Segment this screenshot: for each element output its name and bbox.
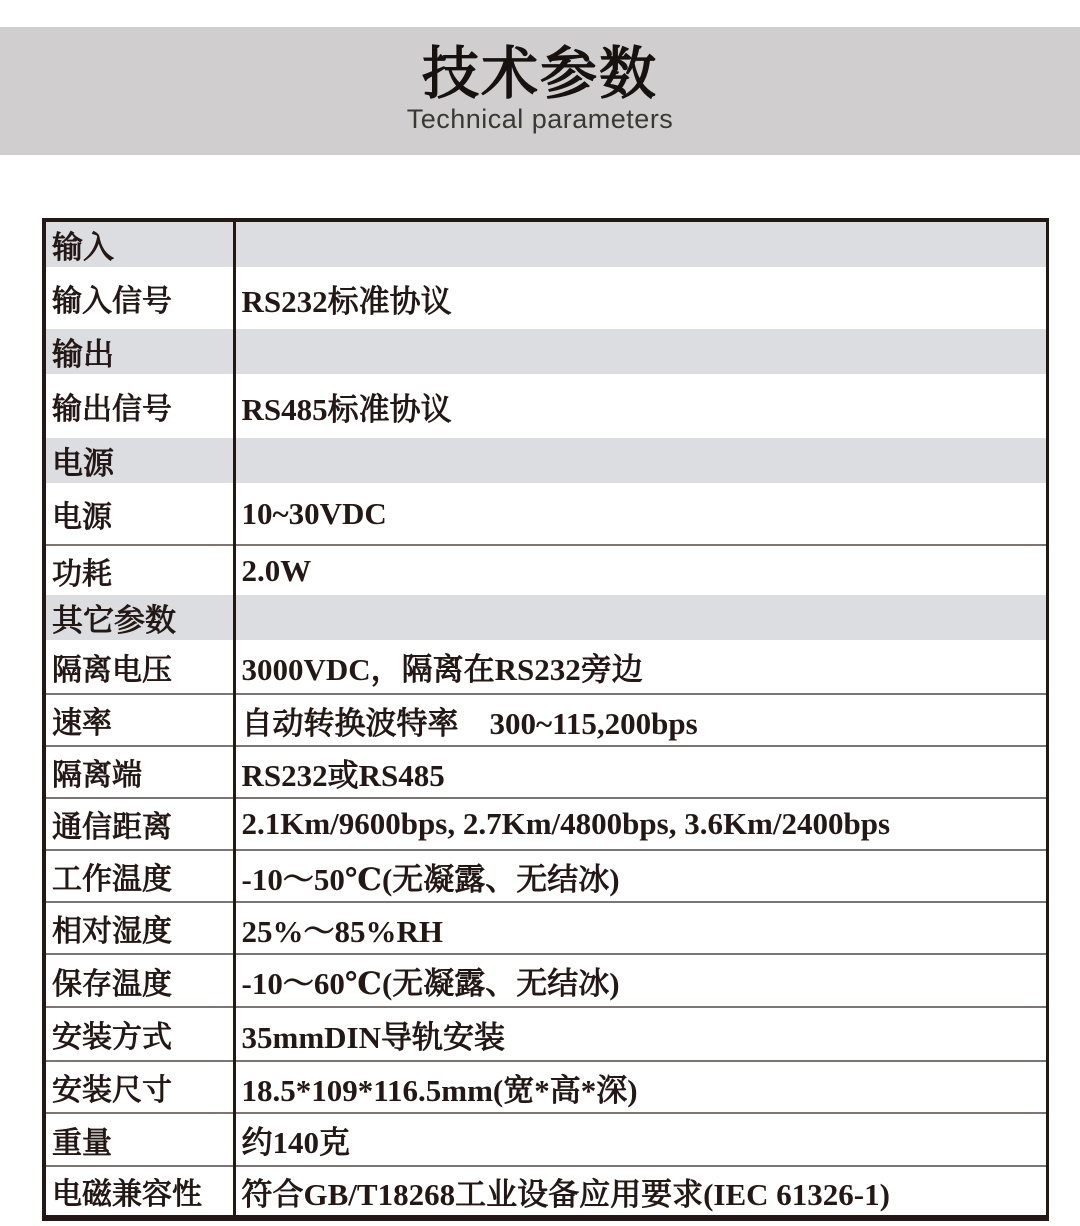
section-header-row [44, 438, 1047, 483]
title-banner [0, 27, 1080, 155]
param-value-cell: 10~30VDC [241, 495, 387, 531]
table-row [44, 374, 1047, 438]
param-value-cell: 35mmDIN导轨安装 [234, 1007, 1047, 1061]
section-header-row [44, 595, 1047, 640]
table-row [44, 902, 1047, 954]
param-label-cell: 通信距离 [44, 798, 234, 850]
param-label-cell: 相对湿度 [44, 902, 234, 954]
table-row [44, 746, 1047, 798]
param-value-cell: -10～60℃(无凝露、无结冰) [234, 954, 1047, 1007]
table-row [44, 694, 1047, 746]
tech-params-table-body [44, 220, 1047, 1218]
param-value-cell [234, 220, 1047, 267]
param-value-cell: 约140克 [234, 1113, 1047, 1166]
param-label-cell: 安装方式 [44, 1007, 234, 1061]
param-label-cell: 速率 [44, 694, 234, 746]
param-label-cell: 重量 [44, 1113, 234, 1166]
param-label-cell: 隔离端 [44, 746, 234, 798]
param-value-cell: RS232标准协议 [241, 283, 452, 319]
param-value-cell [234, 329, 1047, 374]
param-value-cell: RS232或RS485 [234, 746, 1047, 798]
param-label-cell: 保存温度 [44, 954, 234, 1007]
param-label-cell: 输入信号 [44, 267, 234, 329]
page-subtitle: Technical parameters [406, 104, 674, 134]
param-label-cell: 电源 [44, 483, 234, 545]
param-label-cell: 输入 [44, 220, 234, 267]
section-header-row [44, 220, 1047, 267]
table-row [44, 954, 1047, 1007]
table-row [44, 1166, 1047, 1218]
param-label-cell: 输出信号 [44, 374, 234, 438]
param-label-cell: 输出 [44, 329, 234, 374]
page-title: 技术参数 [422, 42, 658, 106]
param-value-cell: RS485标准协议 [241, 391, 452, 427]
table-row [44, 545, 1047, 595]
param-value-cell: 18.5*109*116.5mm(宽*高*深) [234, 1061, 1047, 1113]
table-row [44, 267, 1047, 329]
table-row [44, 1113, 1047, 1166]
table-row [44, 1061, 1047, 1113]
table-row [44, 1007, 1047, 1061]
section-header-row [44, 329, 1047, 374]
param-label-cell: 电源 [44, 438, 234, 483]
param-label-cell: 其它参数 [44, 595, 234, 640]
table-row [44, 640, 1047, 694]
param-label-cell: 隔离电压 [44, 640, 234, 694]
param-label-cell: 功耗 [44, 545, 234, 595]
param-value-cell [234, 595, 1047, 640]
param-value-cell: 3000VDC，隔离在RS232旁边 [241, 652, 643, 687]
param-value-cell [234, 438, 1047, 483]
param-value-cell: 符合GB/T18268工业设备应用要求(IEC 61326-1) [234, 1166, 1047, 1218]
param-value-cell: 2.0W [234, 545, 1047, 595]
param-label-cell: 安装尺寸 [44, 1061, 234, 1113]
table-row [44, 798, 1047, 850]
tech-params-table [42, 218, 1049, 1221]
table-row [44, 483, 1047, 545]
param-value-cell: -10～50℃(无凝露、无结冰) [234, 850, 1047, 902]
table-row [44, 850, 1047, 902]
param-value-cell: 25%～85%RH [234, 902, 1047, 954]
param-label-cell: 工作温度 [44, 850, 234, 902]
param-value-cell: 自动转换波特率 300~115,200bps [234, 694, 1047, 746]
param-label-cell: 电磁兼容性 [44, 1166, 234, 1218]
param-value-cell: 2.1Km/9600bps, 2.7Km/4800bps, 3.6Km/2400bps [234, 798, 1047, 850]
